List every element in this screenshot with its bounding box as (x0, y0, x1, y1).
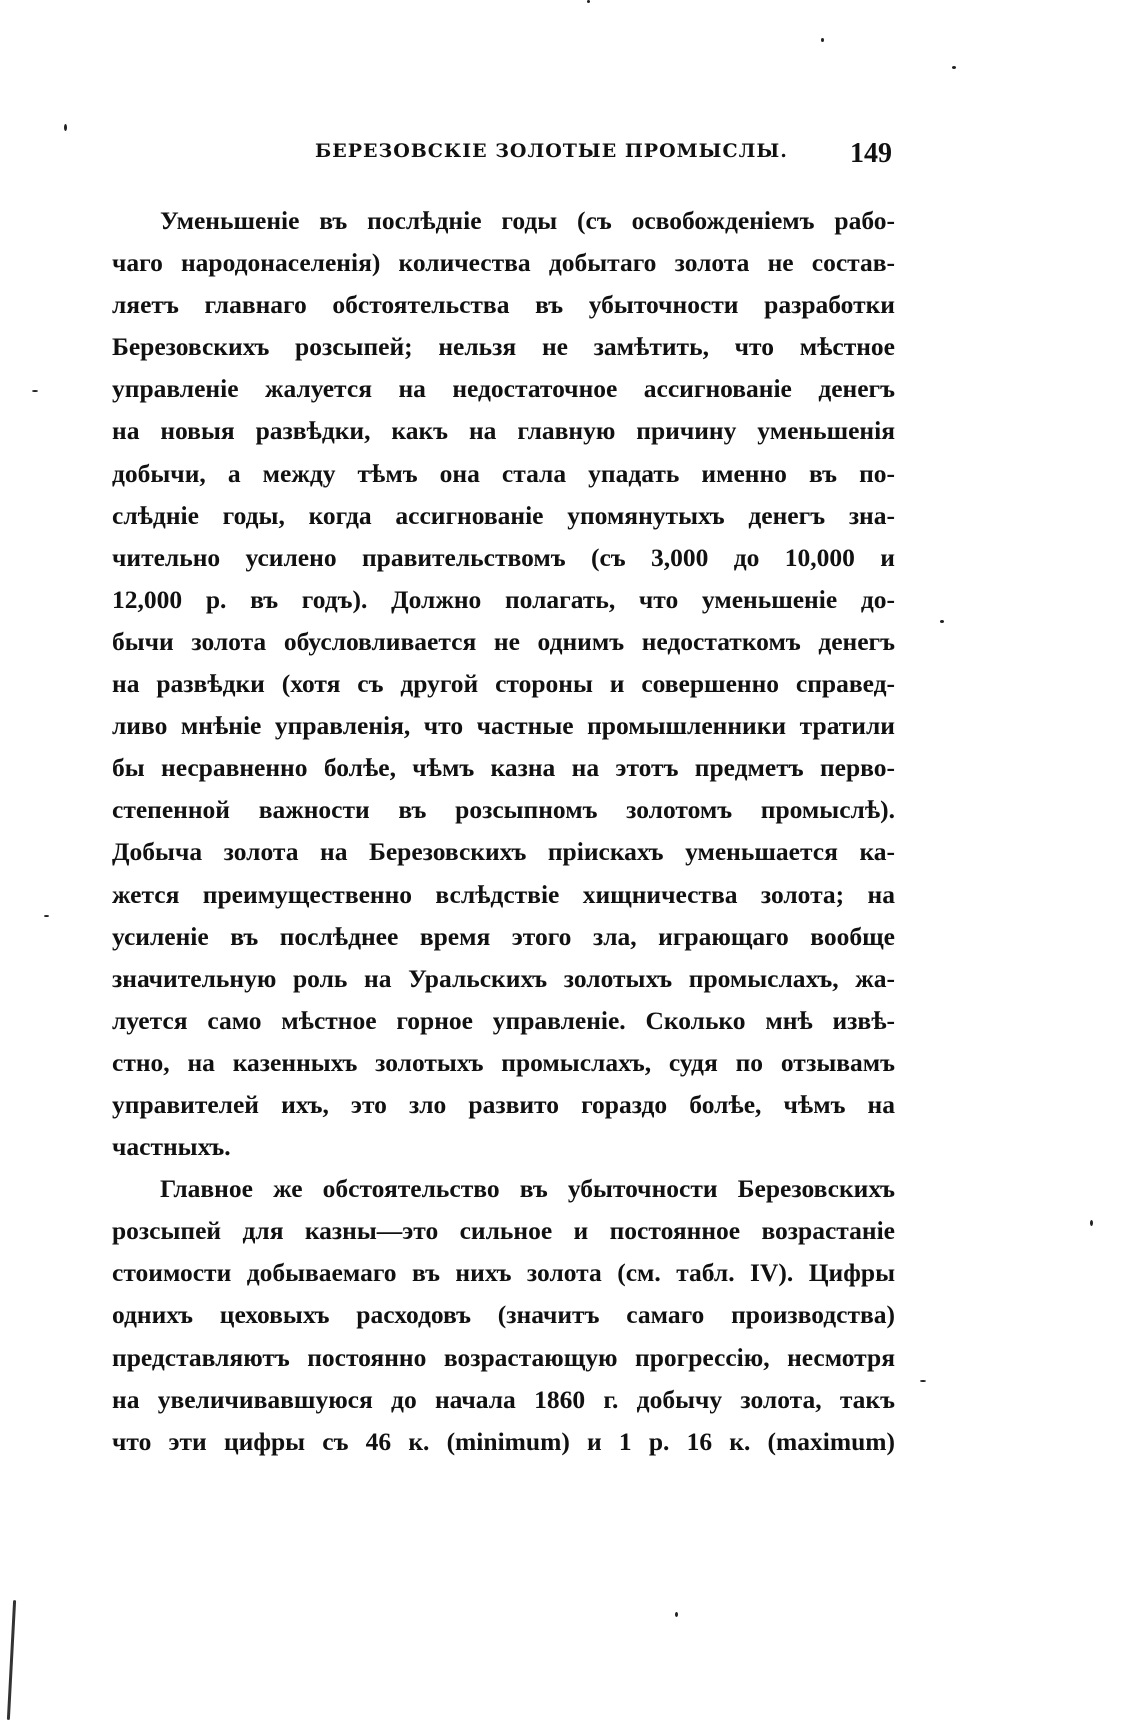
scan-speck (32, 390, 38, 392)
text-line: 12,000 р. въ годъ). Должно полагать, что уменьшеніе до- (112, 584, 895, 614)
text-line: чительно усилено правительствомъ (съ 3,000 до 10,000 и (112, 542, 895, 572)
running-title: БЕРЕЗОВСКІЕ ЗОЛОТЫЕ ПРОМЫСЛЫ. (315, 140, 788, 162)
text-line: Березовскихъ розсыпей; нельзя не замѣтить, что мѣстное (112, 332, 895, 362)
text-line: чаго народонаселенія) количества добытаго золота не состав- (112, 248, 895, 278)
text-line: значительную роль на Уральскихъ золотыхъ промыслахъ, жа- (112, 963, 895, 993)
paragraph-2 (112, 1168, 895, 1463)
text-line: на развѣдки (хотя съ другой стороны и совершенно справед- (112, 669, 895, 699)
text-line: представляютъ постоянно возрастающую прогрессію, несмотря (112, 1342, 895, 1372)
text-line: ливо мнѣніе управленія, что частные промышленники тратили (112, 711, 895, 741)
text-line: что эти цифры съ 46 к. (minimum) и 1 р. 16 к. (maximum) (112, 1426, 895, 1456)
text-line: степенной важности въ розсыпномъ золотомъ промыслѣ). (112, 795, 895, 825)
text-line: управителей ихъ, это зло развито гораздо болѣе, чѣмъ на (112, 1089, 895, 1119)
text-line: бычи золота обусловливается не однимъ недостаткомъ денегъ (112, 626, 895, 656)
text-line: Главное же обстоятельство въ убыточности Березовскихъ (160, 1174, 895, 1204)
scan-speck (940, 620, 944, 623)
scan-speck (587, 0, 590, 3)
text-line: Добыча золота на Березовскихъ пріискахъ уменьшается ка- (112, 837, 895, 867)
paragraph-1 (112, 200, 895, 1168)
text-line: однихъ цеховыхъ расходовъ (значитъ самаго производства) (112, 1300, 895, 1330)
text-line: стно, на казенныхъ золотыхъ промыслахъ, судя по отзывамъ (112, 1047, 895, 1077)
scan-speck (821, 38, 824, 42)
page-number: 149 (850, 138, 892, 169)
scan-speck (64, 124, 67, 131)
scan-speck (675, 1612, 678, 1617)
text-line: бы несравненно болѣе, чѣмъ казна на этотъ предметъ перво- (112, 753, 895, 783)
text-line: на новыя развѣдки, какъ на главную причину уменьшенія (112, 416, 895, 446)
text-line: управленіе жалуется на недостаточное ассигнованіе денегъ (112, 374, 895, 404)
text-line: Уменьшеніе въ послѣдніе годы (съ освобожденіемъ рабо- (160, 206, 895, 235)
scan-speck (952, 66, 956, 69)
scan-speck (44, 915, 49, 917)
text-line: слѣдніе годы, когда ассигнованіе упомянутыхъ денегъ зна- (112, 500, 895, 530)
text-line: луется само мѣстное горное управленіе. Сколько мнѣ извѣ- (112, 1005, 895, 1035)
text-line: добычи, а между тѣмъ она стала упадать именно въ по- (112, 458, 895, 488)
text-line: усиленіе въ послѣднее время этого зла, играющаго вообще (112, 921, 895, 951)
text-line: ляетъ главнаго обстоятельства въ убыточности разработки (112, 290, 895, 320)
text-line: розсыпей для казны—это сильное и постоянное возрастаніе (112, 1216, 895, 1246)
text-line: жется преимущественно вслѣдствіе хищничества золота; на (112, 879, 895, 909)
scan-speck (920, 1380, 926, 1382)
text-line: стоимости добываемаго въ нихъ золота (см. табл. IV). Цифры (112, 1258, 895, 1288)
scan-speck (1090, 1220, 1093, 1226)
text-line: на увеличивавшуюся до начала 1860 г. добычу золота, такъ (112, 1384, 895, 1414)
body-text (112, 200, 895, 1463)
margin-stroke (7, 1600, 16, 1720)
text-line: частныхъ. (112, 1132, 231, 1162)
